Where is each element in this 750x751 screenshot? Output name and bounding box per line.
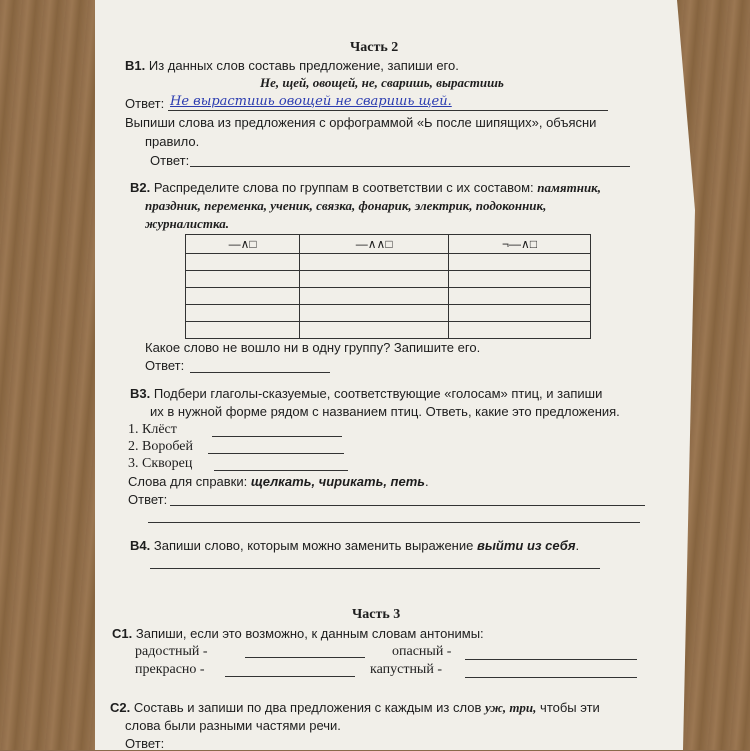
table-cell[interactable] [300,271,449,288]
table-cell[interactable] [186,288,300,305]
b1-answer-label2: Ответ: [150,153,190,168]
part3-title: Часть 3 [352,607,401,622]
part2-title: Часть 2 [350,40,399,55]
table-cell[interactable] [449,271,591,288]
c1-word-4: капустный - [370,662,442,677]
b3-item-1: 1. Клёст [128,422,177,437]
b2-answer-label: Ответ: [145,358,185,373]
table-cell[interactable] [300,322,449,339]
b1-answer-label: Ответ: [125,96,165,111]
b1-handwritten-answer: Не вырастишь овощей не сваришь щей. [170,94,452,109]
c2-task-line2: слова были разными частями речи. [125,718,341,733]
c1-line-4 [465,677,637,678]
c1-line-1 [245,657,365,658]
table-cell[interactable] [186,254,300,271]
b3-item-2: 2. Воробей [128,439,193,454]
table-cell[interactable] [300,305,449,322]
b2-col-header-1: —∧□ [186,235,300,254]
b3-item-3-line [214,470,348,471]
b3-item-2-line [208,453,344,454]
table-cell[interactable] [449,288,591,305]
b2-words-line2: праздник, переменка, ученик, связка, фонарик, электрик, подоконник, [145,198,547,213]
b2-groups-table [185,234,591,339]
b1-words: Не, щей, овощей, не, сваришь, вырастишь [260,75,504,90]
table-cell[interactable] [449,254,591,271]
c2-answer-label: Ответ: [125,736,165,751]
b3-answer-line-1 [170,505,645,506]
b3-item-1-line [212,436,342,437]
table-cell[interactable] [300,254,449,271]
c1-task: С1. Запиши, если это возможно, к данным словам антонимы: [112,626,484,641]
b3-item-3: 3. Скворец [128,456,193,471]
c1-line-3 [225,676,355,677]
table-cell[interactable] [186,305,300,322]
b3-task-line1: В3. Подбери глаголы-сказуемые, соответствующие «голосам» птиц, и запиши [130,386,603,401]
b1-answer-line2 [190,166,630,167]
b1-answer-line [168,110,608,111]
table-cell[interactable] [300,288,449,305]
b1-task2-line1: Выпиши слова из предложения с орфограммой «Ь после шипящих», объясни [125,115,597,130]
b1-task2-line2: правило. [145,134,200,149]
c1-word-2: опасный - [392,644,452,659]
b3-hint: Слова для справки: щелкать, чирикать, петь. [128,474,429,489]
b2-question: Какое слово не вошло ни в одну группу? Запишите его. [145,340,481,355]
b4-task: В4. Запиши слово, которым можно заменить выражение выйти из себя. [130,538,580,553]
c2-task: С2. Составь и запиши по два предложения с каждым из слов уж, три, чтобы эти [110,700,600,715]
b2-col-header-2: —∧∧□ [300,235,449,254]
b3-task-line2: их в нужной форме рядом с названием птиц. Ответь, какие это предложения. [150,404,620,419]
b2-words-line3: журналистка. [145,216,229,231]
table-cell[interactable] [186,271,300,288]
b2-task: В2. Распределите слова по группам в соответствии с их составом: памятник, [130,180,602,195]
table-cell[interactable] [186,322,300,339]
b1-task: В1. Из данных слов составь предложение, запиши его. [125,58,459,73]
b4-answer-line [150,568,600,569]
table-cell[interactable] [449,322,591,339]
b3-answer-line-2 [148,522,640,523]
b2-answer-line [190,372,330,373]
c1-line-2 [465,659,637,660]
b3-answer-label: Ответ: [128,492,168,507]
b2-col-header-3: ¬—∧□ [449,235,591,254]
c1-word-1: радостный - [135,644,208,659]
c1-word-3: прекрасно - [135,662,205,677]
table-cell[interactable] [449,305,591,322]
